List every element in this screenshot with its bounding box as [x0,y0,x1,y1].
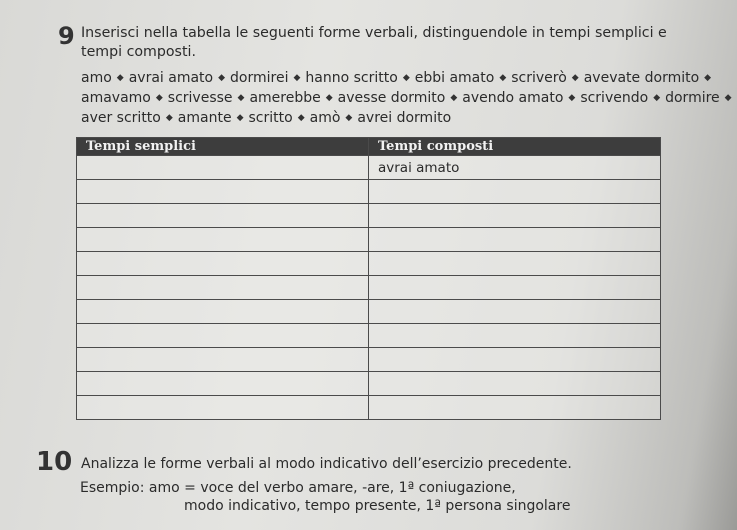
verb-form: scrivesse [167,90,233,106]
cell-tempi-composti[interactable] [369,276,661,300]
diamond-separator-icon: ◆ [293,73,301,83]
cell-tempi-composti[interactable] [369,204,661,228]
diamond-separator-icon: ◆ [571,73,579,83]
verb-form: ebbi amato [414,70,495,86]
cell-tempi-semplici[interactable] [77,324,369,348]
table-row [77,276,661,300]
diamond-separator-icon: ◆ [402,73,410,83]
verb-form: avevate dormito [583,70,700,86]
diamond-separator-icon: ◆ [653,93,661,103]
diamond-separator-icon: ◆ [499,73,507,83]
diamond-separator-icon: ◆ [155,93,163,103]
diamond-separator-icon: ◆ [724,93,732,103]
exercise-9-instruction: Inserisci nella tabella le seguenti forme verbali, distinguendole in tempi semplici e tempi composti. [81,25,667,60]
cell-tempi-semplici[interactable] [77,372,369,396]
table-row [77,372,661,396]
verb-form: amerebbe [249,90,321,106]
exercise-10-instruction: Analizza le forme verbali al modo indicativo dell’esercizio precedente. [81,456,572,472]
exercise-10-number: 10 [36,447,73,477]
word-list-line-3 [81,108,451,128]
verb-form: dormirei [230,70,289,86]
word-list-line-2 [81,88,737,108]
verb-tense-table [76,137,661,420]
diamond-separator-icon: ◆ [704,73,712,83]
diamond-separator-icon: ◆ [450,93,458,103]
table-row [77,300,661,324]
table-body [77,156,661,420]
diamond-separator-icon: ◆ [116,73,124,83]
example-line-2: modo indicativo, tempo presente, 1ª persona singolare [184,498,571,514]
cell-tempi-composti[interactable] [369,324,661,348]
table-row [77,252,661,276]
cell-tempi-composti[interactable] [369,396,661,420]
verb-form: amò [309,110,341,126]
cell-tempi-composti[interactable] [369,180,661,204]
cell-tempi-semplici[interactable] [77,204,369,228]
table-row [77,204,661,228]
cell-tempi-semplici[interactable] [77,276,369,300]
cell-tempi-composti[interactable] [369,372,661,396]
cell-tempi-semplici[interactable] [77,228,369,252]
verb-form: avendo amato [462,90,564,106]
cell-tempi-semplici[interactable] [77,156,369,180]
header-tempi-semplici: Tempi semplici [77,138,369,156]
verb-form: scritto [248,110,293,126]
diamond-separator-icon: ◆ [165,113,173,123]
cell-tempi-composti[interactable] [369,300,661,324]
example-line-1: Esempio: amo = voce del verbo amare, -are, 1ª coniugazione, [80,480,516,496]
verb-form: scriverò [511,70,567,86]
table-row [77,156,661,180]
diamond-separator-icon: ◆ [325,93,333,103]
cell-tempi-semplici[interactable] [77,300,369,324]
table-row [77,324,661,348]
verb-form: amo [81,70,112,86]
cell-tempi-composti[interactable] [369,348,661,372]
diamond-separator-icon: ◆ [297,113,305,123]
verb-form: avesse dormito [337,90,446,106]
cell-tempi-semplici[interactable] [77,396,369,420]
table-row [77,180,661,204]
cell-tempi-semplici[interactable] [77,348,369,372]
verb-form: amavamo [81,90,151,106]
exercise-9-number: 9 [58,22,75,50]
table-header-row [77,138,661,156]
cell-tempi-composti[interactable]: avrai amato [369,156,661,180]
diamond-separator-icon: ◆ [345,113,353,123]
diamond-separator-icon: ◆ [218,73,226,83]
cell-tempi-semplici[interactable] [77,252,369,276]
verb-form: scrivendo [580,90,649,106]
verb-form: aver scritto [81,110,161,126]
verb-form: amante [177,110,232,126]
verb-form: avrei dormito [357,110,452,126]
verb-form: avrai amato [128,70,214,86]
header-tempi-composti: Tempi composti [369,138,661,156]
diamond-separator-icon: ◆ [236,113,244,123]
cell-tempi-composti[interactable] [369,228,661,252]
verb-form: dormire [665,90,720,106]
table-row [77,396,661,420]
cell-tempi-semplici[interactable] [77,180,369,204]
table-row [77,348,661,372]
cell-tempi-composti[interactable] [369,252,661,276]
diamond-separator-icon: ◆ [237,93,245,103]
word-list-line-1 [81,68,716,88]
verb-form: hanno scritto [305,70,398,86]
table-row [77,228,661,252]
diamond-separator-icon: ◆ [568,93,576,103]
